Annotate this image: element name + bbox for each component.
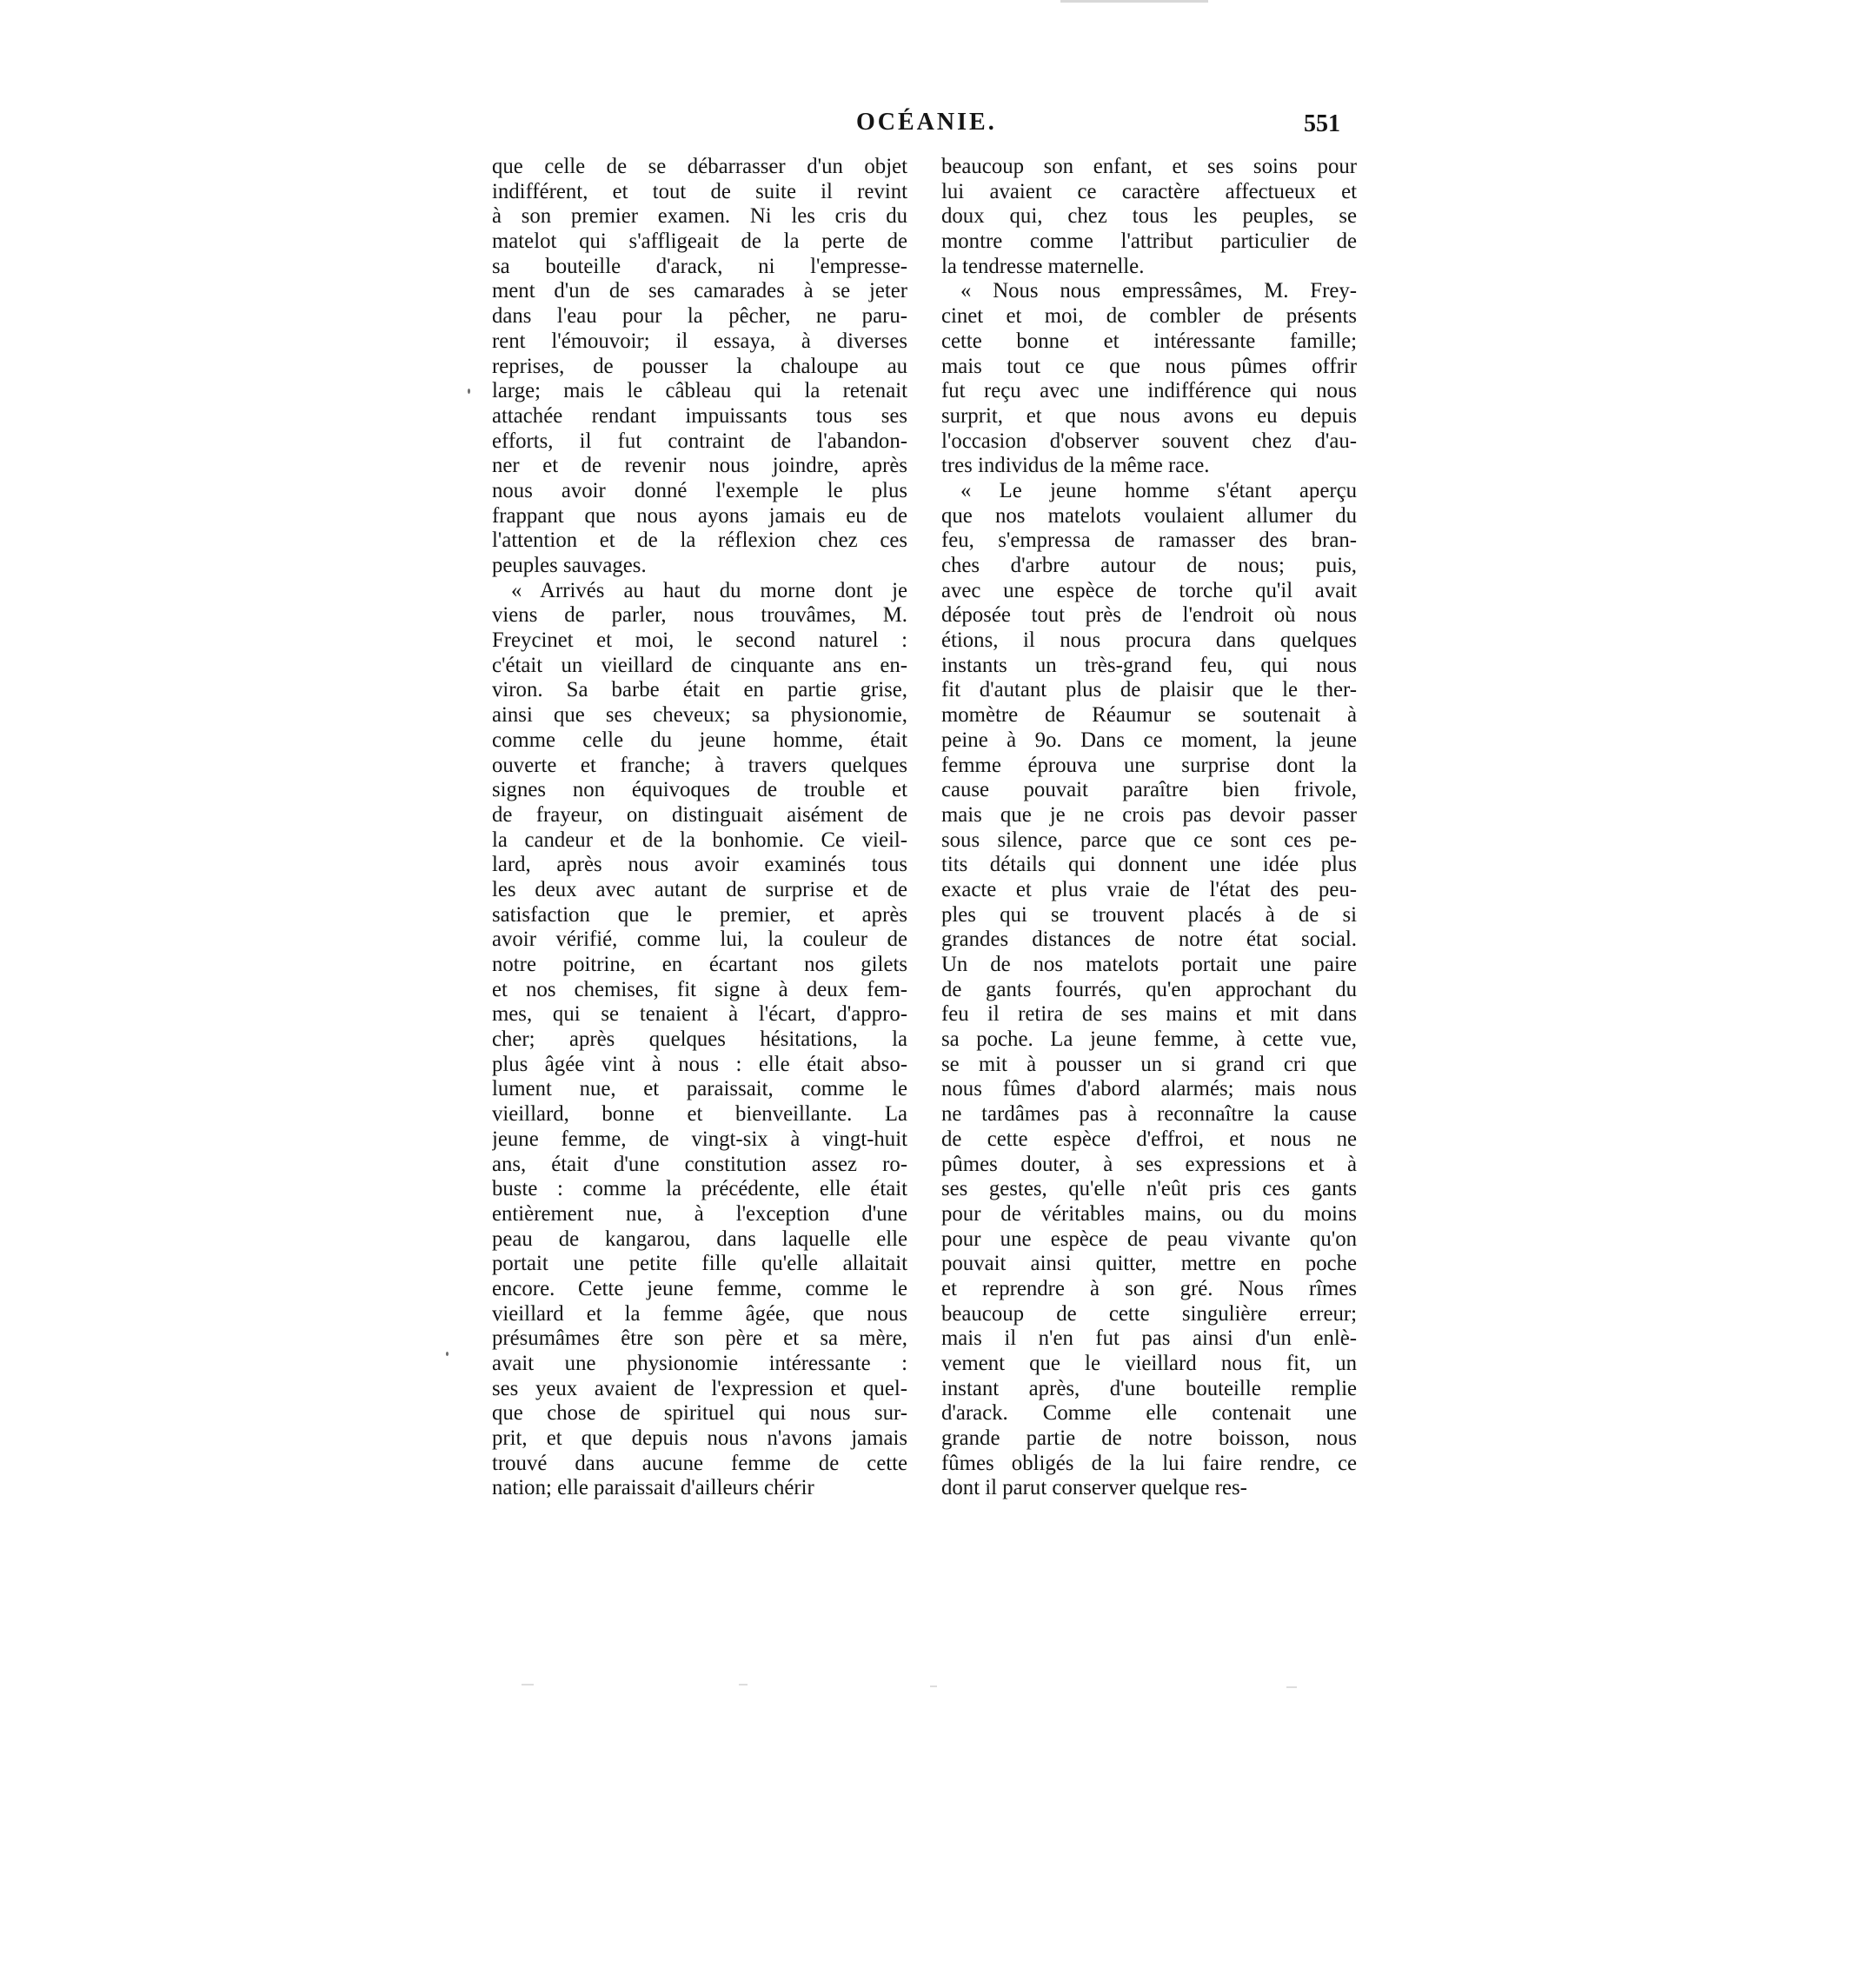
text-line: pour une espèce de peau vivante qu'on [941, 1227, 1357, 1251]
text-line: « Arrivés au haut du morne dont je [511, 578, 907, 602]
text-line: beaucoup son enfant, et ses soins pour [941, 155, 1357, 178]
text-line: ples qui se trouvent placés à de si [941, 902, 1357, 927]
scan-mark [739, 1684, 748, 1685]
text-line: reprises, de pousser la chaloupe au [492, 354, 907, 378]
text-line: mais que je ne crois pas devoir passer [941, 802, 1357, 827]
text-line: plus âgée vint à nous : elle était abso- [492, 1052, 907, 1076]
text-line: doux qui, chez tous les peuples, se [941, 204, 1357, 229]
text-line: ches d'arbre autour de nous; puis, [941, 554, 1357, 577]
text-line: Un de nos matelots portait une paire [941, 953, 1357, 976]
text-line: frappant que nous ayons jamais eu de [492, 503, 907, 528]
text-line: grandes distances de notre état social. [941, 928, 1357, 952]
text-line: ne tardâmes pas à reconnaître la cause [941, 1102, 1357, 1127]
text-line: dont il parut conserver quelque res- [941, 1476, 1247, 1500]
text-line: nous avoir donné l'exemple le plus [492, 478, 907, 502]
text-line: efforts, il fut contraint de l'abandon- [492, 429, 907, 453]
right-text-column [941, 155, 1357, 1501]
scan-mark [930, 1685, 937, 1687]
text-line: attachée rendant impuissants tous ses [492, 403, 907, 428]
text-line: comme celle du jeune homme, était [492, 728, 907, 752]
text-line: instant après, d'une bouteille remplie [941, 1376, 1357, 1400]
scan-smudge [1060, 0, 1208, 3]
text-line: nation; elle paraissait d'ailleurs chérir [492, 1476, 814, 1500]
text-line: cinet et moi, de combler de présents [941, 304, 1357, 329]
text-line: pouvait ainsi quitter, mettre en poche [941, 1252, 1357, 1276]
text-line: buste : comme la précédente, elle était [492, 1177, 907, 1201]
text-line: ainsi que ses cheveux; sa physionomie, [492, 703, 907, 728]
text-line: viens de parler, nous trouvâmes, M. [492, 603, 907, 628]
text-line: encore. Cette jeune femme, comme le [492, 1276, 907, 1300]
text-line: exacte et plus vraie de l'état des peu- [941, 877, 1357, 901]
text-line: et reprendre à son gré. Nous rîmes [941, 1276, 1357, 1300]
text-line: de cette espèce d'effroi, et nous ne [941, 1127, 1357, 1151]
text-line: l'attention et de la réflexion chez ces [492, 529, 907, 553]
text-line: c'était un vieillard de cinquante ans en- [492, 653, 907, 677]
text-line: mais tout ce que nous pûmes offrir [941, 354, 1357, 378]
text-line: lui avaient ce caractère affectueux et [941, 179, 1357, 203]
text-line: fit d'autant plus de plaisir que le ther- [941, 678, 1357, 702]
text-line: peuples sauvages. [492, 554, 647, 577]
running-title: OCÉANIE. [856, 109, 997, 136]
text-line: avoir vérifié, comme lui, la couleur de [492, 928, 907, 952]
text-line: surprit, et que nous avons eu depuis [941, 403, 1357, 428]
text-line: sous silence, parce que ce sont ces pe- [941, 828, 1357, 852]
text-line: trouvé dans aucune femme de cette [492, 1451, 907, 1475]
text-line: notre poitrine, en écartant nos gilets [492, 953, 907, 976]
text-line: rent l'émouvoir; il essaya, à diverses [492, 329, 907, 353]
text-line: signes non équivoques de trouble et [492, 778, 907, 802]
text-line: fûmes obligés de la lui faire rendre, ce [941, 1451, 1357, 1475]
text-line: ner et de revenir nous joindre, après [492, 454, 907, 478]
text-line: lard, après nous avoir examinés tous [492, 853, 907, 877]
text-line: « Nous nous empressâmes, M. Frey- [960, 279, 1357, 303]
text-line: beaucoup de cette singulière erreur; [941, 1301, 1357, 1326]
text-line: dans l'eau pour la pêcher, ne paru- [492, 304, 907, 329]
text-line: se mit à pousser un si grand cri que [941, 1052, 1357, 1076]
text-line: large; mais le câbleau qui la retenait [492, 379, 907, 403]
text-line: cher; après quelques hésitations, la [492, 1027, 907, 1052]
left-text-column [492, 155, 907, 1501]
text-line: déposée tout près de l'endroit où nous [941, 603, 1357, 628]
ink-speck [446, 1352, 449, 1356]
text-line: indifférent, et tout de suite il revint [492, 179, 907, 203]
text-line: pûmes douter, à ses expressions et à [941, 1152, 1357, 1176]
scan-mark [1286, 1686, 1297, 1688]
text-line: jeune femme, de vingt-six à vingt-huit [492, 1127, 907, 1151]
text-line: de gants fourrés, qu'en approchant du [941, 977, 1357, 1001]
text-line: viron. Sa barbe était en partie grise, [492, 678, 907, 702]
text-line: lument nue, et paraissait, comme le [492, 1077, 907, 1101]
text-line: peau de kangarou, dans laquelle elle [492, 1227, 907, 1251]
text-line: nous fûmes d'abord alarmés; mais nous [941, 1077, 1357, 1101]
text-line: ment d'un de ses camarades à se jeter [492, 279, 907, 303]
text-line: avait une physionomie intéressante : [492, 1352, 907, 1375]
text-line: mes, qui se tenaient à l'écart, d'appro- [492, 1002, 907, 1027]
text-line: vieillard et la femme âgée, que nous [492, 1301, 907, 1326]
text-line: les deux avec autant de surprise et de [492, 877, 907, 901]
text-line: « Le jeune homme s'étant aperçu [960, 478, 1357, 502]
text-line: tits détails qui donnent une idée plus [941, 853, 1357, 877]
text-line: présumâmes être son père et sa mère, [492, 1326, 907, 1351]
text-line: mais il n'en fut pas ainsi d'un enlè- [941, 1326, 1357, 1351]
text-line: femme éprouva une surprise dont la [941, 753, 1357, 777]
text-line: cause pouvait paraître bien frivole, [941, 778, 1357, 802]
text-line: que celle de se débarrasser d'un objet [492, 155, 907, 178]
text-line: à son premier examen. Ni les cris du [492, 204, 907, 229]
text-line: feu, s'empressa de ramasser des bran- [941, 529, 1357, 553]
text-line: matelot qui s'affligeait de la perte de [492, 229, 907, 254]
text-line: la candeur et de la bonhomie. Ce vieil- [492, 828, 907, 852]
text-line: avec une espèce de torche qu'il avait [941, 578, 1357, 602]
page-number: 551 [1304, 110, 1340, 137]
text-line: ans, était d'une constitution assez ro- [492, 1152, 907, 1176]
text-line: sa bouteille d'arack, ni l'empresse- [492, 254, 907, 278]
text-line: fut reçu avec une indifférence qui nous [941, 379, 1357, 403]
text-line: instants un très-grand feu, qui nous [941, 653, 1357, 677]
text-line: étions, il nous procura dans quelques [941, 628, 1357, 653]
ink-speck [468, 389, 470, 394]
text-line: entièrement nue, à l'exception d'une [492, 1201, 907, 1226]
text-line: et nos chemises, fit signe à deux fem- [492, 977, 907, 1001]
text-line: que nos matelots voulaient allumer du [941, 503, 1357, 528]
text-line: ses gestes, qu'elle n'eût pris ces gants [941, 1177, 1357, 1201]
text-line: vement que le vieillard nous fit, un [941, 1352, 1357, 1375]
text-line: Freycinet et moi, le second naturel : [492, 628, 907, 653]
text-line: ouverte et franche; à travers quelques [492, 753, 907, 777]
text-line: vieillard, bonne et bienveillante. La [492, 1102, 907, 1127]
text-line: cette bonne et intéressante famille; [941, 329, 1357, 353]
text-line: ses yeux avaient de l'expression et quel- [492, 1376, 907, 1400]
text-line: montre comme l'attribut particulier de [941, 229, 1357, 254]
text-line: tres individus de la même race. [941, 454, 1210, 478]
text-line: grande partie de notre boisson, nous [941, 1426, 1357, 1451]
text-line: d'arack. Comme elle contenait une [941, 1401, 1357, 1426]
scan-mark [522, 1684, 534, 1685]
text-line: momètre de Réaumur se soutenait à [941, 703, 1357, 728]
text-line: que chose de spirituel qui nous sur- [492, 1401, 907, 1426]
text-line: l'occasion d'observer souvent chez d'au- [941, 429, 1357, 453]
text-line: satisfaction que le premier, et après [492, 902, 907, 927]
text-line: pour de véritables mains, ou du moins [941, 1201, 1357, 1226]
text-line: feu il retira de ses mains et mit dans [941, 1002, 1357, 1027]
text-line: peine à 9o. Dans ce moment, la jeune [941, 728, 1357, 752]
text-line: de frayeur, on distinguait aisément de [492, 802, 907, 827]
text-line: sa poche. La jeune femme, à cette vue, [941, 1027, 1357, 1052]
text-line: portait une petite fille qu'elle allaitait [492, 1252, 907, 1276]
text-line: la tendresse maternelle. [941, 254, 1145, 278]
text-line: prit, et que depuis nous n'avons jamais [492, 1426, 907, 1451]
